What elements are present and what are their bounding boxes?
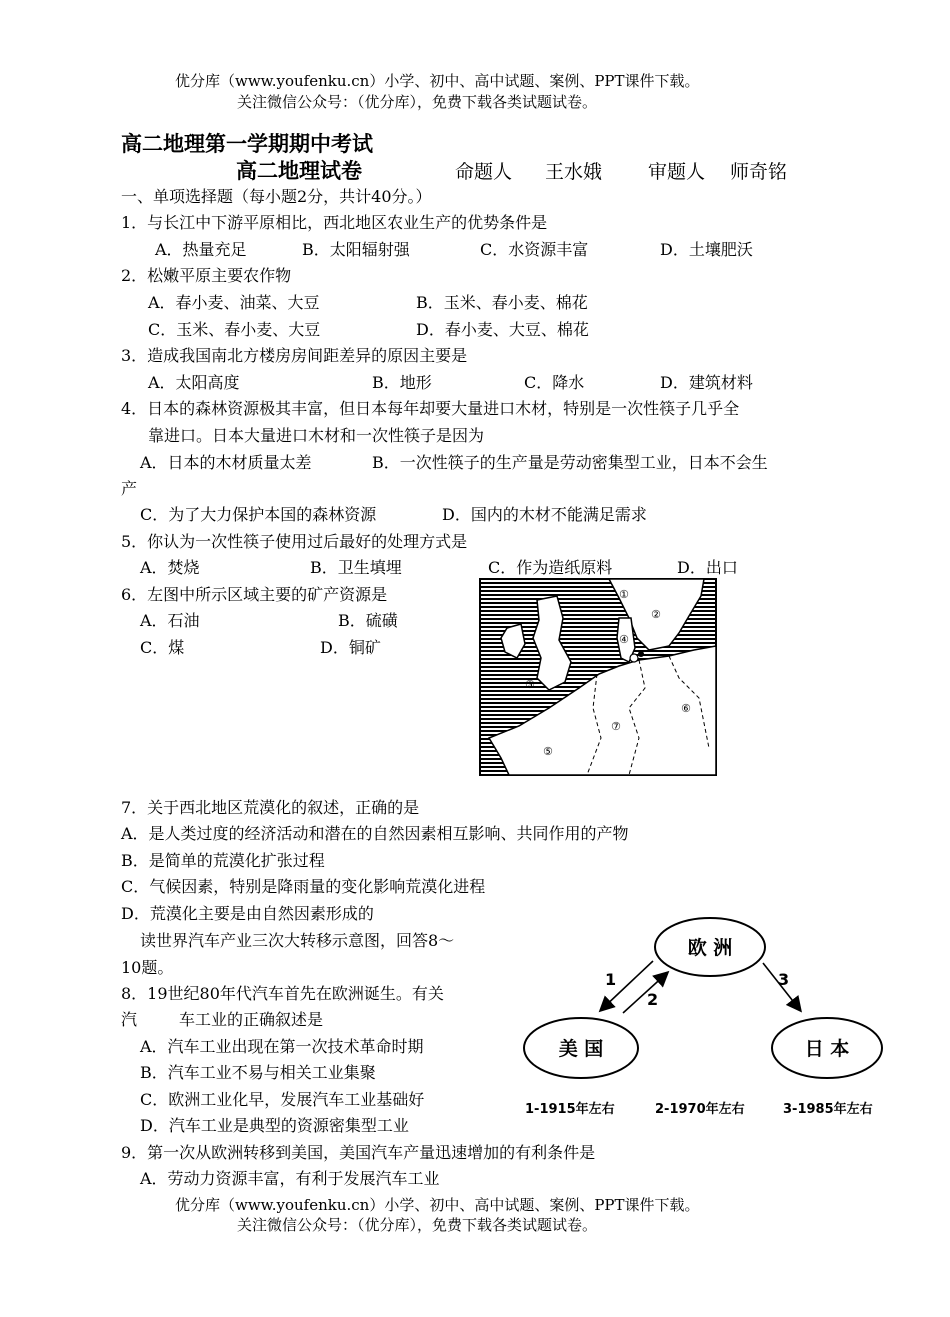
map-city-marker: [630, 654, 638, 662]
q2-option-d: D．春小麦、大豆、棉花: [416, 320, 589, 339]
arrow-3-label: 3: [778, 970, 790, 989]
q4-option-b: B．一次性筷子的生产量是劳动密集型工业，日本不会生: [372, 453, 768, 472]
q4-option-b-cont: 产: [121, 479, 138, 498]
reviewer-name: 师奇铭: [730, 161, 788, 183]
caption-2: 2-1970年左右: [655, 1102, 745, 1117]
footer-line-2: 关注微信公众号：（优分库），免费下载各类试题试卷。: [237, 1216, 598, 1234]
q8-option-b: B．汽车工业不易与相关工业集聚: [140, 1063, 376, 1082]
q7-stem: 7．关于西北地区荒漠化的叙述，正确的是: [121, 798, 420, 817]
footer-line-1: 优分库（www.youfenku.cn）小学、初中、高中试题、案例、PPT课件下载。: [175, 1196, 700, 1214]
caption-1: 1-1915年左右: [525, 1102, 615, 1117]
q6-option-a: A．石油: [140, 611, 200, 630]
q2-option-b: B．玉米、春小麦、棉花: [416, 293, 588, 312]
map-label-3: ③: [525, 678, 535, 691]
q5-option-a: A．焚烧: [140, 558, 200, 577]
arrow-2-label: 2: [647, 990, 659, 1009]
q4-option-d: D．国内的木材不能满足需求: [442, 505, 647, 524]
map-label-6: ⑥: [681, 702, 691, 715]
q7-option-b: B．是简单的荒漠化扩张过程: [121, 851, 325, 870]
europe-map: [479, 578, 717, 776]
q9-stem: 9．第一次从欧洲转移到美国，美国汽车产量迅速增加的有利条件是: [121, 1143, 596, 1162]
section-heading: 一、单项选择题（每小题2分，共计40分。）: [121, 187, 432, 206]
japan-label: 日 本: [804, 1038, 850, 1060]
caption-3: 3-1985年左右: [783, 1102, 873, 1117]
header-line-1: 优分库（www.youfenku.cn）小学、初中、高中试题、案例、PPT课件下载。: [175, 72, 700, 90]
europe-label: 欧 洲: [687, 937, 733, 959]
q3-option-b: B．地形: [372, 373, 432, 392]
page-title: 高二地理第一学期期中考试: [121, 131, 373, 156]
q4-option-c: C．为了大力保护本国的森林资源: [140, 505, 377, 524]
q5-option-b: B．卫生填埋: [310, 558, 402, 577]
q1-option-d: D．土壤肥沃: [660, 240, 753, 259]
q5-option-d: D．出口: [677, 558, 738, 577]
q2-option-a: A．春小麦、油菜、大豆: [148, 293, 320, 312]
car-industry-transfer-diagram: [515, 915, 895, 1120]
q4-option-a: A．日本的木材质量太差: [140, 453, 312, 472]
map-label-4: ④: [619, 633, 629, 646]
q8-option-d: D．汽车工业是典型的资源密集型工业: [140, 1116, 409, 1135]
map-label-2: ②: [651, 608, 661, 621]
arrow-1-label: 1: [605, 970, 617, 989]
map-label-5: ⑤: [543, 745, 553, 758]
author-label: 命题人: [455, 161, 513, 183]
q6-option-b: B．硫磺: [338, 611, 398, 630]
q5-stem: 5．你认为一次性筷子使用过后最好的处理方式是: [121, 532, 468, 551]
q2-stem: 2．松嫩平原主要农作物: [121, 266, 292, 285]
q3-option-c: C．降水: [524, 373, 585, 392]
q8-stem-line1: 8．19世纪80年代汽车首先在欧洲诞生。有关: [121, 984, 444, 1003]
page-subtitle: 高二地理试卷: [236, 158, 362, 183]
reviewer-label: 审题人: [648, 161, 706, 183]
q8-stem-line2b: 车工业的正确叙述是: [179, 1010, 324, 1029]
q6-option-d: D．铜矿: [320, 638, 381, 657]
intro-line-2: 10题。: [121, 958, 174, 977]
usa-label: 美 国: [558, 1038, 604, 1060]
q4-stem-line1: 4．日本的森林资源极其丰富，但日本每年却要大量进口木材，特别是一次性筷子几乎全: [121, 399, 740, 418]
q4-stem-line2: 靠进口。日本大量进口木材和一次性筷子是因为: [148, 426, 485, 445]
q2-option-c: C．玉米、春小麦、大豆: [148, 320, 321, 339]
q8-option-c: C．欧洲工业化早，发展汽车工业基础好: [140, 1090, 425, 1109]
q7-option-a: A．是人类过度的经济活动和潜在的自然因素相互影响、共同作用的产物: [121, 824, 629, 843]
q9-option-a: A．劳动力资源丰富，有利于发展汽车工业: [140, 1169, 440, 1188]
intro-line-1: 读世界汽车产业三次大转移示意图，回答8～: [140, 931, 455, 950]
arrow-2: [623, 973, 667, 1013]
q8-stem-line2a: 汽: [121, 1010, 138, 1029]
header-line-2: 关注微信公众号：（优分库），免费下载各类试题试卷。: [237, 93, 598, 111]
q7-option-d: D．荒漠化主要是由自然因素形成的: [121, 904, 374, 923]
q1-option-c: C．水资源丰富: [480, 240, 589, 259]
q1-option-a: A．热量充足: [155, 240, 247, 259]
q8-option-a: A．汽车工业出现在第一次技术革命时期: [140, 1037, 424, 1056]
q3-stem: 3．造成我国南北方楼房房间距差异的原因主要是: [121, 346, 468, 365]
q5-option-c: C．作为造纸原料: [488, 558, 613, 577]
q3-option-d: D．建筑材料: [660, 373, 753, 392]
map-label-7: ⑦: [611, 720, 621, 733]
map-label-1: ①: [619, 588, 629, 601]
map-city-marker: [638, 651, 644, 657]
q7-option-c: C．气候因素，特别是降雨量的变化影响荒漠化进程: [121, 877, 486, 896]
q6-stem: 6．左图中所示区域主要的矿产资源是: [121, 585, 388, 604]
author-name: 王水娥: [545, 161, 603, 183]
q3-option-a: A．太阳高度: [148, 373, 240, 392]
q6-option-c: C．煤: [140, 638, 185, 657]
q1-option-b: B．太阳辐射强: [302, 240, 410, 259]
q1-stem: 1．与长江中下游平原相比，西北地区农业生产的优势条件是: [121, 213, 548, 232]
